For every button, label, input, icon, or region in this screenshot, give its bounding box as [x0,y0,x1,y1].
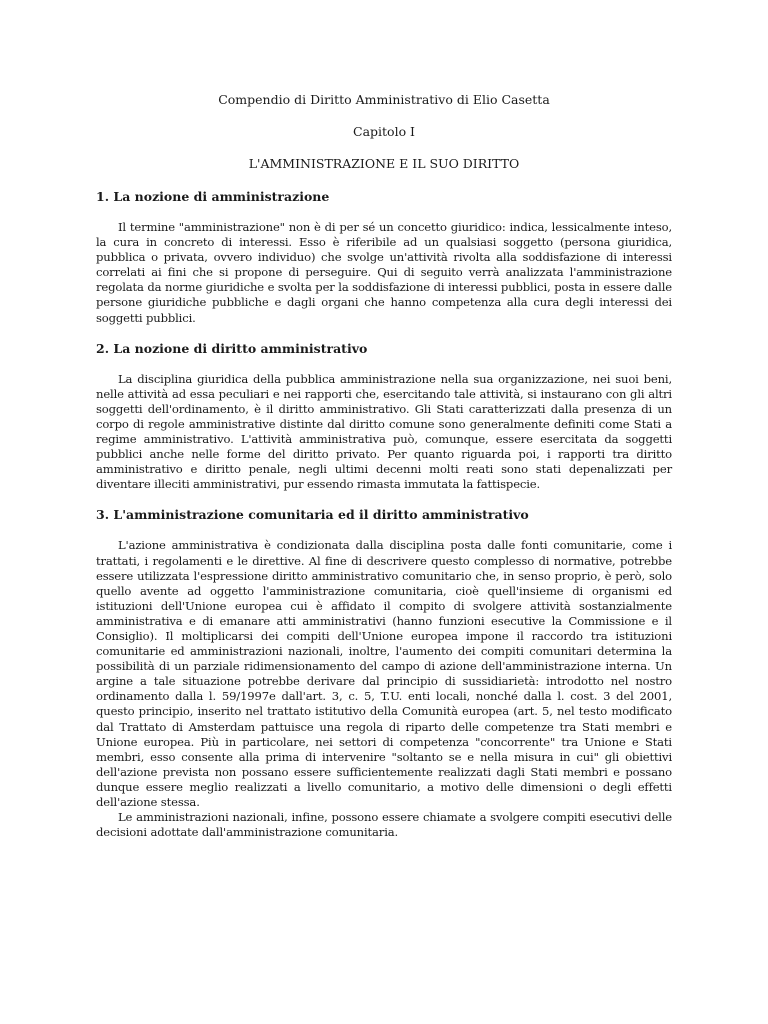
document-body [96,92,672,855]
paragraph: L'azione amministrativa è condizionata dalla disciplina posta dalle fonti comunitarie, come i trattati, i regolamenti e le direttive. Al fine di descrivere questo complesso di normative, potrebbe essere utilizzata l'espressione diritto amministrativo comunitario che, in senso proprio, è però, solo quello avente ad oggetto l'amministrazione comunitaria, cioè quell'insieme di organismi ed istituzioni dell'Unione europea cui è affidato il compito di svolgere attività sostanzialmente amministrativa e di emanare atti amministrativi (hanno funzioni esecutive la Commissione e il Consiglio). Il moltiplicarsi dei compiti dell'Unione europea impone il raccordo tra istituzioni comunitarie ed amministrazioni nazionali, inoltre, l'aumento dei compiti comunitari determina la possibilità di un parziale ridimensionamento del campo di azione dell'amministrazione interna. Un argine a tale situazione potrebbe derivare dal principio di sussidiarietà: introdotto nel nostro ordinamento dalla l. 59/1997e dall'art. 3, c. 5, T.U. enti locali, nonché dalla l. cost. 3 del 2001, questo principio, inserito nel trattato istitutivo della Comunità europea (art. 5, nel testo modificato dal Trattato di Amsterdam pattuisce una regola di riparto delle competenze tra Stati membri e Unione europea. Più in particolare, nei settori di competenza "concorrente" tra Unione e Stati membri, esso consente alla prima di intervenire "soltanto se e nella misura in cui" gli obiettivi dell'azione prevista non possano essere sufficientemente realizzati dagli Stati membri e possano dunque essere meglio realizzati a livello comunitario, a motivo delle dimensioni o degli effetti dell'azione stessa. [96,538,672,809]
paragraph: Le amministrazioni nazionali, infine, possono essere chiamate a svolgere compiti esecutivi delle decisioni adottate dall'amministrazione comunitaria. [96,810,672,840]
chapter-title: L'AMMINISTRAZIONE E IL SUO DIRITTO [248,156,520,171]
section-heading: 2. La nozione di diritto amministrativo [96,340,368,356]
section-2 [96,341,672,493]
section-heading: 1. La nozione di amministrazione [96,189,330,204]
paragraph: Il termine "amministrazione" non è di per sé un concetto giuridico: indica, lessicalmente inteso, la cura in concreto di interessi. Esso è riferibile ad un qualsiasi soggetto (persona giuridica, pubblica o privata, ovvero individuo) che svolge un'attività rivolta alla soddisfazione di interessi correlati ai fini che si propone di perseguire. Qui di seguito verrà analizzata l'amministrazione regolata da norme giuridiche e svolta per la soddisfazione di interessi pubblici, posta in essere dalle persone giuridiche pubbliche e dagli organi che hanno competenza alla cura degli interessi dei soggetti pubblici. [96,220,672,325]
document-title: Compendio di Diritto Amministrativo di Elio Casetta [218,92,550,107]
section-1 [96,189,672,326]
chapter-label: Capitolo I [353,124,415,139]
section-heading: 3. L'amministrazione comunitaria ed il diritto amministrativo [96,507,529,523]
paragraph: La disciplina giuridica della pubblica amministrazione nella sua organizzazione, nei suoi beni, nelle attività ad essa peculiari e nei rapporti che, esercitando tale attività, si instaurano con gli altri soggetti dell'ordinamento, è il diritto amministrativo. Gli Stati caratterizzati dalla presenza di un corpo di regole amministrative distinte dal diritto comune sono generalmente definiti come Stati a regime amministrativo. L'attività amministrativa può, comunque, essere esercitata da soggetti pubblici anche nelle forme del diritto privato. Per quanto riguarda poi, i rapporti tra diritto amministrativo e diritto penale, negli ultimi decenni molti reati sono stati depenalizzati per diventare illeciti amministrativi, pur essendo rimasta immutata la fattispecie. [96,371,672,492]
section-3 [96,507,672,840]
